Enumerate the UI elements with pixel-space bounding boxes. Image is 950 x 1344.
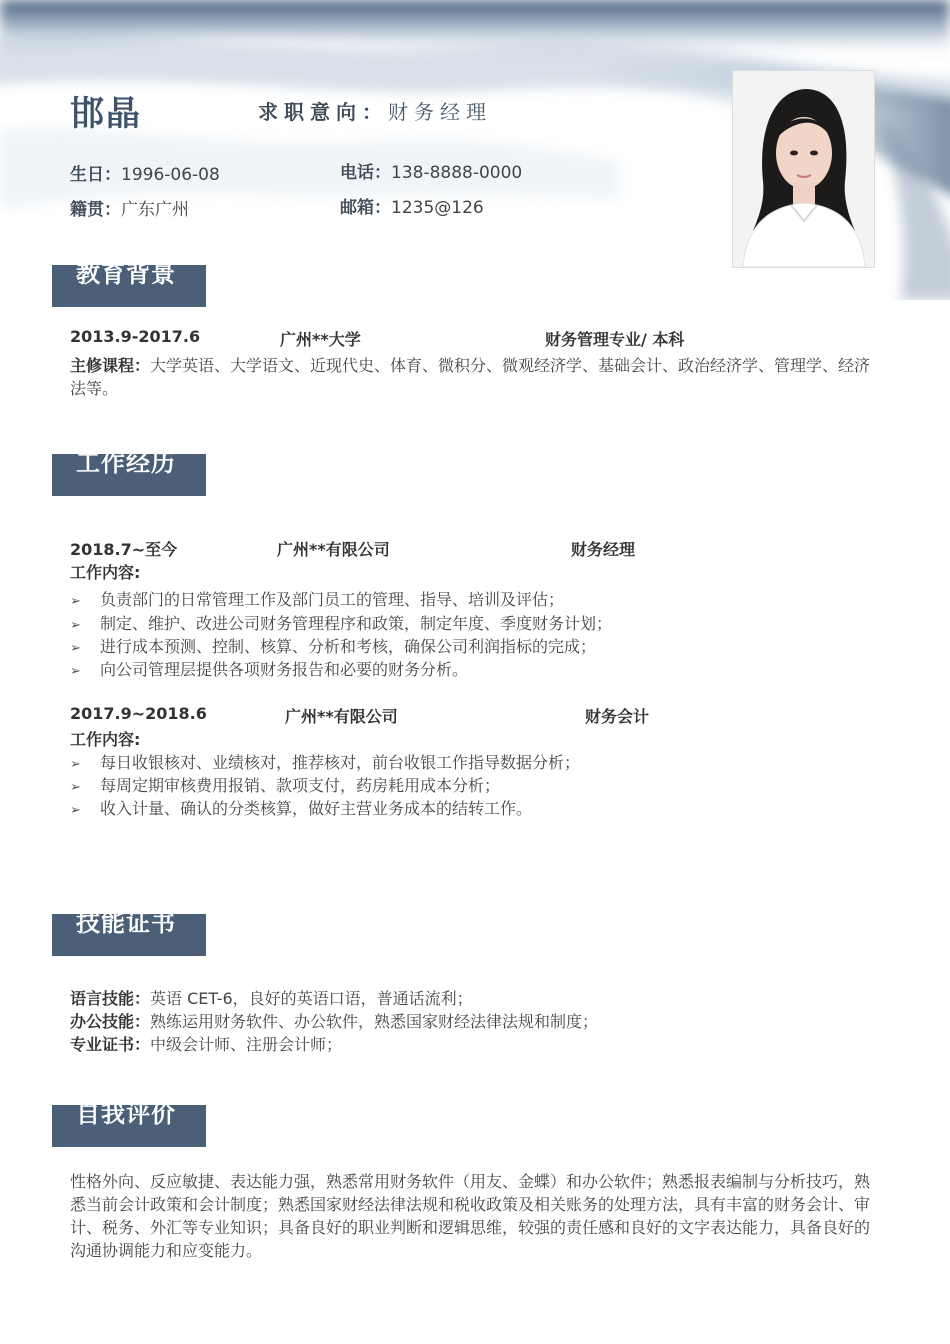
- duty-text: 每日收银核对、业绩核对，推荐核对，前台收银工作指导数据分析；: [100, 753, 581, 772]
- phone-label: 电话：: [340, 163, 391, 183]
- arrow-bullet-icon: ➢: [70, 757, 81, 772]
- duty-text: 收入计量、确认的分类核算，做好主营业务成本的结转工作。: [100, 799, 533, 818]
- arrow-bullet-icon: ➢: [70, 618, 81, 633]
- job-2-period-cell: [70, 704, 207, 723]
- candidate-name: 邯晶: [70, 94, 142, 134]
- education-major-cell: [545, 327, 684, 350]
- skill-value: 中级会计师、注册会计师；: [150, 1035, 343, 1054]
- education-title: 教育背景: [76, 260, 176, 288]
- skill-label: 办公技能：: [70, 1012, 151, 1031]
- skills-section-header: [52, 909, 206, 956]
- email-label: 邮箱：: [340, 198, 391, 218]
- skill-row-certificate: [70, 1032, 342, 1055]
- arrow-bullet-icon: ➢: [70, 594, 81, 609]
- education-courses: [70, 354, 880, 400]
- education-row: [70, 327, 200, 346]
- job-1-duty-2: [70, 611, 612, 634]
- job-2-duty-3: [70, 796, 532, 819]
- job-2-position: 财务会计: [585, 707, 650, 726]
- courses-label: 主修课程：: [70, 356, 151, 375]
- job-1-period-cell: [70, 537, 177, 560]
- courses-text: 大学英语、大学语文、近现代史、体育、微积分、微观经济学、基础会计、政治经济学、管理学、经济法等。: [70, 356, 871, 398]
- job-intent: [258, 96, 492, 125]
- education-school: 广州**大学: [280, 330, 361, 349]
- skill-label: 语言技能：: [70, 989, 151, 1008]
- education-major: 财务管理专业/ 本科: [545, 330, 685, 349]
- email-info: [340, 193, 484, 218]
- arrow-bullet-icon: ➢: [70, 780, 81, 795]
- skill-value: 英语 CET-6，良好的英语口语，普通话流利；: [150, 989, 473, 1008]
- arrow-bullet-icon: ➢: [70, 664, 81, 679]
- duty-text: 制定、维护、改进公司财务管理程序和政策，制定年度、季度财务计划；: [100, 614, 613, 633]
- job-2-duty-1: [70, 750, 580, 773]
- job-1-duty-3: [70, 634, 596, 657]
- education-school-cell: [280, 327, 361, 350]
- job-1-content-label: 工作内容:: [70, 563, 141, 582]
- work-section-header: [52, 449, 206, 496]
- hometown-info: [70, 195, 189, 220]
- skills-title: 技能证书: [76, 909, 176, 937]
- profile-photo: [732, 70, 875, 268]
- job-1-period: 2018.7~至今: [70, 540, 178, 559]
- self-eval-title: 自我评价: [76, 1100, 176, 1128]
- job-2-period: 2017.9~2018.6: [70, 704, 207, 723]
- job-1-duty-4: [70, 657, 468, 680]
- skill-value: 熟练运用财务软件、办公软件，熟悉国家财经法律法规和制度；: [150, 1012, 599, 1031]
- duty-text: 向公司管理层提供各项财务报告和必要的财务分析。: [100, 660, 469, 679]
- arrow-bullet-icon: ➢: [70, 641, 81, 656]
- duty-text: 每周定期审核费用报销、款项支付，药房耗用成本分析；: [100, 776, 501, 795]
- job-2-company-cell: [285, 704, 398, 727]
- birthday-info: [70, 160, 220, 185]
- email-value: 1235@126: [391, 198, 484, 218]
- job-2-company: 广州**有限公司: [285, 707, 398, 726]
- job-2-duty-2: [70, 773, 500, 796]
- job-1-content-label-cell: [70, 560, 140, 583]
- self-eval-section-header: [52, 1100, 206, 1147]
- job-2-content-label-cell: [70, 727, 140, 750]
- job-1-position: 财务经理: [571, 540, 636, 559]
- phone-value: 138-8888-0000: [391, 163, 523, 183]
- duty-text: 进行成本预测、控制、核算、分析和考核，确保公司利润指标的完成；: [100, 637, 597, 656]
- job-1-company-cell: [277, 537, 390, 560]
- self-eval-text: 性格外向、反应敏捷、表达能力强，熟悉常用财务软件（用友、金蝶）和办公软件；熟悉报表编制与分析技巧，熟悉当前会计政策和会计制度；熟悉国家财经法律法规和税收政策及相关账务的处理方法，具有丰富的财务会计、审计、税务、外汇等专业知识；具备良好的职业判断和逻辑思维，较强的责任感和良好的文字表达能力，具备良好的沟通协调能力和应变能力。: [70, 1172, 871, 1260]
- portrait-illustration: [733, 71, 874, 267]
- hometown-value: 广东广州: [121, 200, 189, 220]
- job-2-content-label: 工作内容:: [70, 730, 141, 749]
- job-intent-value: 财务经理: [388, 100, 492, 124]
- education-section-header: [52, 260, 206, 307]
- job-1-position-cell: [571, 537, 635, 560]
- job-1-company: 广州**有限公司: [277, 540, 390, 559]
- work-title: 工作经历: [76, 449, 176, 477]
- hometown-label: 籍贯：: [70, 200, 121, 220]
- job-intent-label: 求职意向：: [258, 100, 388, 124]
- duty-text: 负责部门的日常管理工作及部门员工的管理、指导、培训及评估；: [100, 590, 565, 609]
- birthday-label: 生日：: [70, 165, 121, 185]
- arrow-bullet-icon: ➢: [70, 803, 81, 818]
- education-period: 2013.9-2017.6: [70, 327, 201, 346]
- job-1-duty-1: [70, 587, 564, 610]
- skill-row-office: [70, 1009, 598, 1032]
- job-2-position-cell: [585, 704, 649, 727]
- skill-label: 专业证书：: [70, 1035, 151, 1054]
- skill-row-language: [70, 986, 473, 1009]
- phone-info: [340, 158, 522, 183]
- birthday-value: 1996-06-08: [121, 165, 220, 185]
